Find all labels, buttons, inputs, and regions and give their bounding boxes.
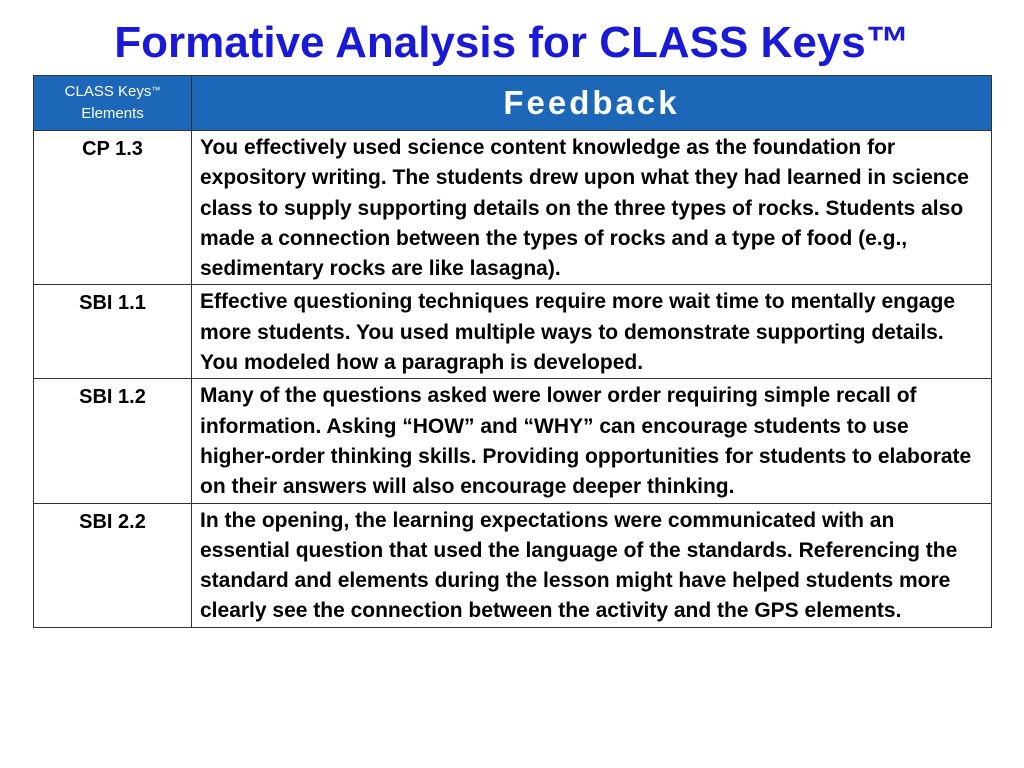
feedback-text-cell: Effective questioning techniques require more wait time to mentally engage more students. You used multiple ways to demonstrate supporting details. You modeled how a paragraph is developed. [192, 285, 992, 379]
header-trademark-mark: ™ [151, 85, 161, 95]
slide-title: Formative Analysis for CLASS Keys™ [114, 18, 910, 67]
table-header-row [34, 76, 992, 131]
header-class-keys-label: CLASS Keys [64, 83, 152, 100]
element-code-cell: CP 1.3 [34, 131, 192, 285]
feedback-table [33, 75, 992, 628]
table-row [34, 379, 992, 503]
element-code-cell: SBI 2.2 [34, 503, 192, 627]
feedback-text-cell: You effectively used science content knowledge as the foundation for expository writing. The students drew upon what they had learned in science class to supply supporting details on the three types of rocks. Students also made a connection between the types of rocks and a type of food (e.g., sedimentary rocks are like lasagna). [192, 131, 992, 285]
table-row [34, 131, 992, 285]
table-row [34, 503, 992, 627]
table-row [34, 285, 992, 379]
feedback-text-cell: Many of the questions asked were lower order requiring simple recall of information. Asking “HOW” and “WHY” can encourage students to use higher-order thinking skills. Providing opportunities for students to elaborate on their answers will also encourage deeper thinking. [192, 379, 992, 503]
element-code-cell: SBI 1.2 [34, 379, 192, 503]
header-elements-label: Elements [81, 105, 144, 122]
header-class-keys-elements [34, 76, 192, 131]
header-feedback: Feedback [192, 76, 992, 131]
element-code-cell: SBI 1.1 [34, 285, 192, 379]
feedback-text-cell: In the opening, the learning expectations were communicated with an essential question that used the language of the standards. Referencing the standard and elements during the lesson might have helped students more clearly see the connection between the activity and the GPS elements. [192, 503, 992, 627]
